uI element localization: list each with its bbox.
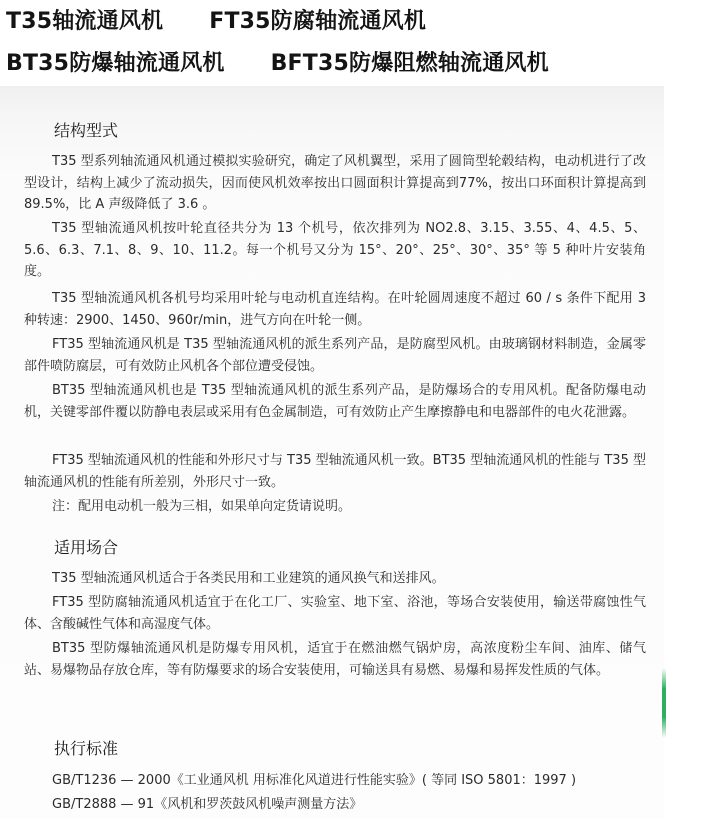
header (0, 0, 710, 86)
structure-paragraph-5: BT35 型轴流通风机也是 T35 型轴流通风机的派生系列产品，是防爆场合的专用风机。配备防爆电动机，关键零部件覆以防静电表层或采用有色金属制造，可有效防止产生摩擦静电和电器部件的电火花泄露。 (24, 383, 646, 420)
structure-paragraph-2: T35 型轴流通风机按叶轮直径共分为 13 个机号，依次排列为 NO2.8、3.15、3.55、4、4.5、5、5.6、6.3、7.1、8、9、10、11.2。每一个机号又分为 15°、20°、25°、30°、35° 等 5 种叶片安装角度。 (24, 221, 646, 279)
green-edge-mark (662, 668, 666, 738)
application-paragraph-2: FT35 型防腐轴流通风机适宜于在化工厂、实验室、地下室、浴池，等场合安装使用，输送带腐蚀性气体、含酸碱性气体和高湿度气体。 (24, 595, 646, 632)
title-bft35: BFT35防爆阻燃轴流通风机 (270, 51, 549, 76)
title-line-2 (6, 46, 549, 77)
section-title-structure: 结构型式 (54, 121, 119, 140)
title-ft35: FT35防腐轴流通风机 (209, 9, 427, 34)
application-paragraph-1: T35 型轴流通风机适合于各类民用和工业建筑的通风换气和送排风。 (52, 571, 445, 586)
structure-paragraph-6: FT35 型轴流通风机的性能和外形尺寸与 T35 型轴流通风机一致。BT35 型轴流通风机的性能与 T35 型轴流通风机的性能有所差别，外形尺寸一致。 (24, 453, 646, 490)
application-paragraph-3: BT35 型防爆轴流通风机是防爆专用风机，适宜于在燃油燃气锅炉房，高浓度粉尘车间、油库、储气站、易爆物品存放仓库，等有防爆要求的场合安装使用，可输送具有易燃、易爆和易挥发性质的气体。 (24, 641, 646, 678)
structure-paragraph-4: FT35 型轴流通风机是 T35 型轴流通风机的派生系列产品，是防腐型风机。由玻璃钢材料制造，金属零部件喷防腐层，可有效防止风机各个部位遭受侵蚀。 (24, 337, 646, 374)
structure-paragraph-3: T35 型轴流通风机各机号均采用叶轮与电动机直连结构。在叶轮圆周速度不超过 60 / s 条件下配用 3 种转速：2900、1450、960r/min，进气方向在叶轮一侧。 (24, 291, 646, 328)
title-bt35: BT35防爆轴流通风机 (6, 51, 225, 76)
title-t35: T35轴流通风机 (6, 9, 164, 34)
structure-note: 注：配用电动机一般为三相，如果单向定货请说明。 (52, 499, 352, 514)
title-line-1 (6, 4, 426, 35)
section-title-application: 适用场合 (54, 538, 119, 557)
page-margin (664, 86, 710, 819)
standard-line-2: GB/T2888 — 91《风机和罗茨鼓风机噪声测量方法》 (52, 797, 363, 812)
section-title-standards: 执行标准 (54, 739, 119, 758)
structure-paragraph-1: T35 型系列轴流通风机通过模拟实验研究，确定了风机翼型，采用了圆筒型轮毂结构，电动机进行了改型设计，结构上减少了流动损失，因而使风机效率按出口圆面积计算提高到77%，按出口环面积计算提高到 89.5%，比 A 声级降低了 3.6 。 (24, 154, 646, 212)
standard-line-1: GB/T1236 — 2000《工业通风机 用标准化风道进行性能实验》( 等同 ISO 5801：1997 ) (52, 773, 577, 788)
